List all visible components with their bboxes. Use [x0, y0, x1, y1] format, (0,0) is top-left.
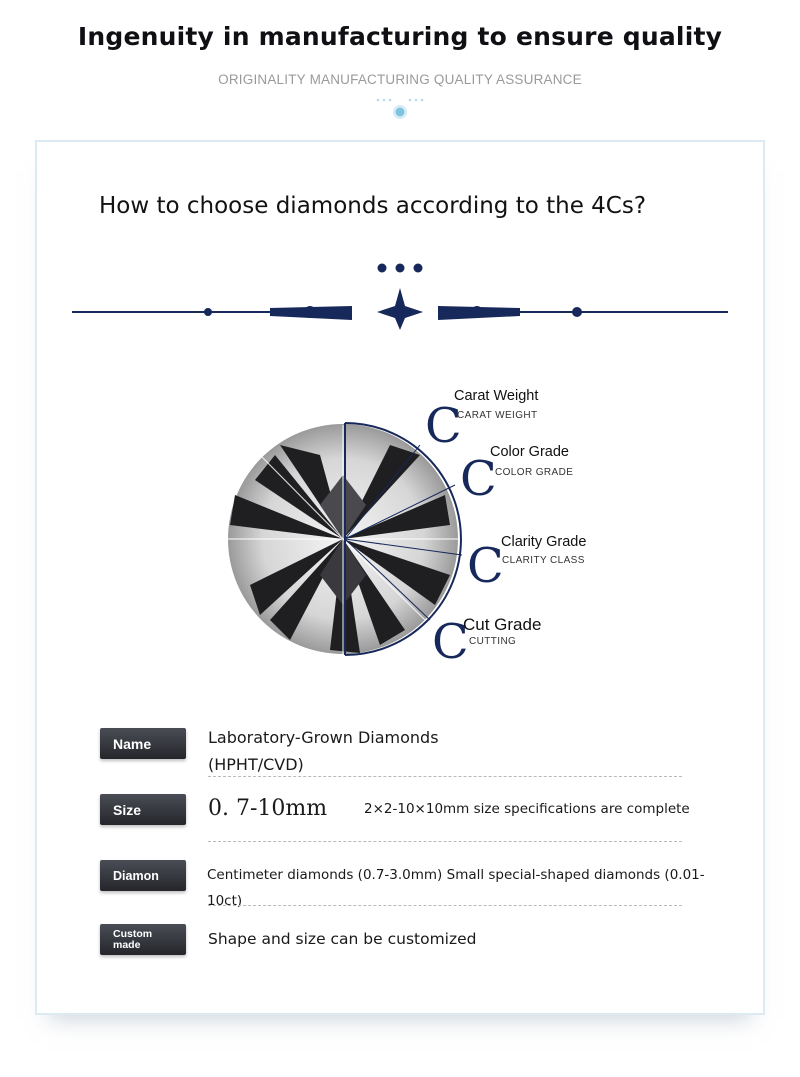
size-spec-text: 2×2-10×10mm size specifications are complete [364, 801, 690, 817]
carat-c-letter: C [425, 398, 462, 454]
custom-made-label-line2: made [113, 938, 141, 951]
size-range: 0. 7-10mm [208, 796, 328, 821]
card-heading: How to choose diamonds according to the 4Cs? [99, 193, 647, 219]
divider-ornament-icon [70, 258, 730, 332]
cut-c-letter: C [432, 614, 469, 670]
color-grade-sub: COLOR GRADE [495, 467, 574, 478]
ornament-icon [372, 94, 428, 124]
carat-weight-sub: CARAT WEIGHT [457, 410, 538, 421]
clarity-c-letter: C [467, 538, 504, 594]
size-label: Size [100, 794, 186, 825]
row-divider [208, 841, 682, 842]
diamond-value-line1: Centimeter diamonds (0.7-3.0mm) Small special-shaped diamonds (0.01- [207, 867, 705, 883]
cut-grade-sub: CUTTING [469, 636, 517, 647]
color-c-letter: C [460, 451, 497, 507]
page-subtitle: ORIGINALITY MANUFACTURING QUALITY ASSURANCE [218, 72, 582, 87]
color-grade-title: Color Grade [490, 444, 569, 460]
row-divider [208, 776, 682, 777]
custom-made-label [100, 924, 186, 955]
custom-made-label-line1: Custom [113, 927, 153, 940]
cut-grade-title: Cut Grade [463, 615, 542, 634]
name-value-line1: Laboratory-Grown Diamonds [208, 728, 439, 747]
custom-made-value: Shape and size can be customized [208, 930, 477, 948]
clarity-grade-title: Clarity Grade [501, 534, 587, 550]
carat-weight-title: Carat Weight [454, 388, 539, 404]
clarity-grade-sub: CLARITY CLASS [502, 555, 585, 566]
diamond-value-line2: 10ct) [207, 893, 243, 909]
diamond-label: Diamon [100, 860, 186, 891]
page-title: Ingenuity in manufacturing to ensure quality [77, 22, 723, 51]
name-label: Name [100, 728, 186, 759]
row-divider [208, 905, 682, 906]
name-value-line2: (HPHT/CVD) [208, 755, 304, 774]
